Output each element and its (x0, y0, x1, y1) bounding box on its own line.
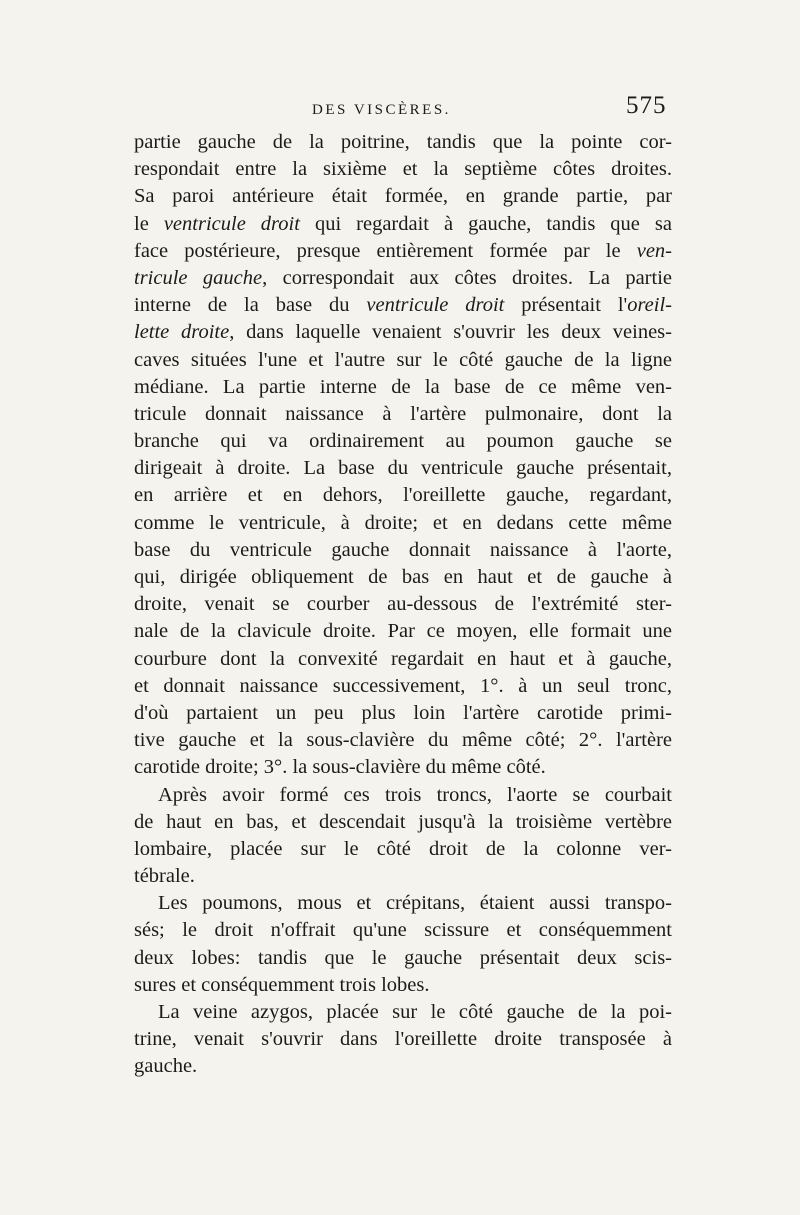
body-text (134, 129, 672, 1081)
italic-term: ven- (636, 239, 672, 262)
text-run: tive gauche et la sous-clavière du même côté; 2°. l'artère (134, 729, 672, 752)
text-line (134, 673, 672, 700)
text-run: La veine azygos, placée sur le côté gauche de la poi- (158, 1001, 672, 1023)
text-line (134, 319, 672, 346)
text-run: trine, venait s'ouvrir dans l'oreillette droite transposée à (134, 1028, 672, 1051)
text-run: gauche. (134, 1055, 198, 1078)
text-line (134, 972, 672, 999)
text-line (134, 727, 672, 754)
text-line (134, 809, 672, 836)
text-line (134, 945, 672, 972)
text-run: Sa paroi antérieure était formée, en grande partie, par (134, 185, 672, 208)
text-run: sés; le droit n'offrait qu'une scissure et conséquemment (134, 919, 672, 942)
text-run: courbure dont la convexité regardait en haut et à gauche, (134, 647, 672, 670)
text-run: caves situées l'une et l'autre sur le côté gauche de la ligne (134, 348, 672, 371)
text-line (134, 863, 672, 890)
page-header (0, 92, 800, 126)
text-run: comme le ventricule, à droite; et en dedans cette même (134, 511, 672, 534)
text-run: interne de la base du (134, 294, 367, 317)
text-run: base du ventricule gauche donnait naissance à l'aorte, (134, 538, 672, 561)
text-run: Les poumons, mous et crépitans, étaient aussi transpo- (158, 892, 672, 915)
text-run: de haut en bas, et descendait jusqu'à la troisième vertèbre (134, 810, 672, 833)
text-line (134, 129, 672, 156)
page-number: 575 (626, 92, 667, 119)
text-line (134, 428, 672, 455)
text-line (134, 347, 672, 374)
text-run: carotide droite; 3°. la sous-clavière du même côté. (134, 756, 546, 779)
text-run: respondait entre la sixième et la septième côtes droites. (134, 158, 672, 181)
italic-term: tricule gauche (134, 266, 263, 289)
text-line (134, 211, 672, 238)
text-line (134, 183, 672, 210)
running-title: DES VISCÈRES. (312, 102, 451, 118)
text-line (134, 1053, 672, 1080)
text-line (134, 1026, 672, 1053)
text-run: nale de la clavicule droite. Par ce moyen, elle formait une (134, 620, 672, 643)
text-line (134, 292, 672, 319)
text-line (134, 646, 672, 673)
text-line (134, 782, 672, 809)
text-line (134, 754, 672, 781)
text-run: le (134, 212, 164, 235)
text-line (134, 265, 672, 292)
italic-term: lette droite (134, 321, 230, 344)
italic-term: oreil- (627, 294, 672, 317)
text-run: qui regardait à gauche, tandis que sa (299, 212, 673, 235)
text-run: présentait l' (504, 294, 628, 317)
text-line (134, 537, 672, 564)
text-line (134, 591, 672, 618)
text-run: face postérieure, presque entièrement formée par le (134, 239, 637, 262)
text-line (134, 156, 672, 183)
text-line (134, 455, 672, 482)
text-run: tricule donnait naissance à l'artère pulmonaire, dont la (134, 402, 672, 425)
text-run: médiane. La partie interne de la base de ce même ven- (134, 375, 672, 398)
text-line (134, 564, 672, 591)
text-line (134, 999, 672, 1026)
italic-term: ventricule droit (163, 212, 300, 235)
text-run: , correspondait aux côtes droites. La partie (262, 266, 672, 289)
text-run: partie gauche de la poitrine, tandis que la pointe cor- (134, 131, 672, 153)
text-run: qui, dirigée obliquement de bas en haut et de gauche à (134, 566, 672, 588)
text-run: , dans laquelle venaient s'ouvrir les deux veines- (229, 321, 672, 344)
text-run: dirigeait à droite. La base du ventricule gauche présentait, (134, 457, 672, 480)
text-run: et donnait naissance successivement, 1°. à un seul tronc, (134, 674, 672, 697)
text-line (134, 238, 672, 265)
text-run: branche qui va ordinairement au poumon gauche se (134, 430, 672, 453)
text-run: tébrale. (134, 865, 195, 888)
text-run: Après avoir formé ces trois troncs, l'aorte se courbait (158, 783, 672, 806)
text-line (134, 618, 672, 645)
text-line (134, 374, 672, 401)
text-line (134, 510, 672, 537)
text-run: droite, venait se courber au-dessous de l'extrémité ster- (134, 593, 672, 616)
italic-term: ventricule droit (366, 294, 505, 317)
text-line (134, 401, 672, 428)
text-run: deux lobes: tandis que le gauche présentait deux scis- (134, 946, 672, 969)
text-line (134, 836, 672, 863)
text-run: lombaire, placée sur le côté droit de la colonne ver- (134, 837, 672, 860)
text-run: en arrière et en dehors, l'oreillette gauche, regardant, (134, 484, 672, 507)
text-line (134, 890, 672, 917)
text-run: sures et conséquemment trois lobes. (134, 973, 430, 996)
text-line (134, 482, 672, 509)
text-line (134, 700, 672, 727)
text-line (134, 917, 672, 944)
text-run: d'où partaient un peu plus loin l'artère carotide primi- (134, 701, 672, 724)
